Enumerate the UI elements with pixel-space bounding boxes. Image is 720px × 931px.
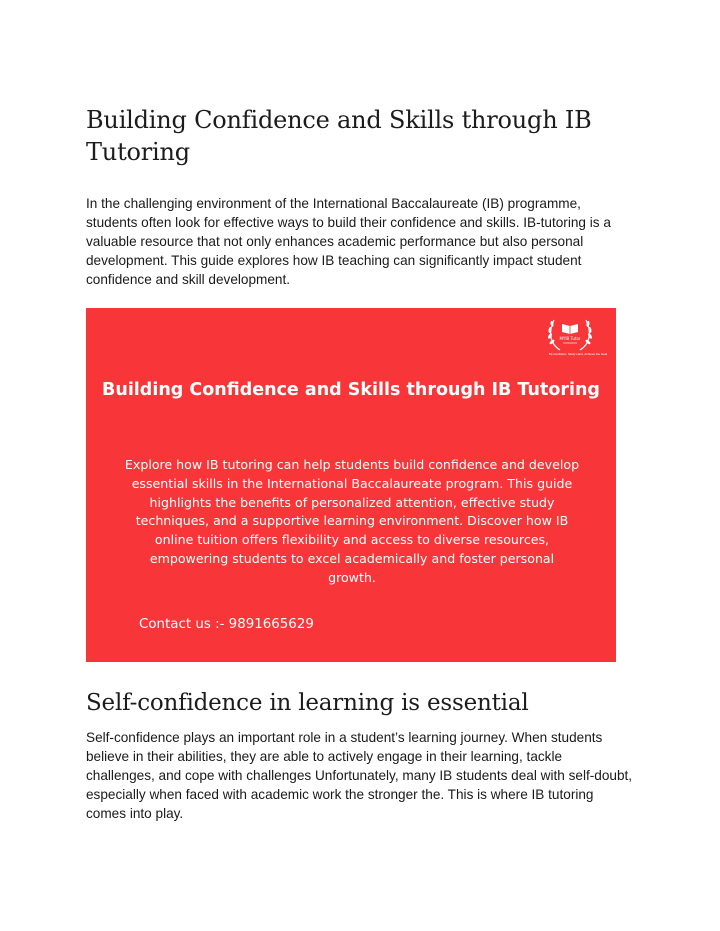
banner-description: Explore how IB tutoring can help students build confidence and develop essential skills in the International Baccalaureate program. This guide highlights the benefits of personalized attention, effective study techniques, and a supportive learning environment. Discover how IB online tuition offers flexibility and access to diverse resources, empowering students to excel academically and foster personal growth. <box>124 457 580 585</box>
document-title: Building Confidence and Skills through IB Tutoring <box>86 106 592 166</box>
section-heading: Self-confidence in learning is essential <box>86 690 529 716</box>
logo-tagline: Be Confident, Study Hard, Achieve the Goal <box>548 352 608 356</box>
banner-title: Building Confidence and Skills through IB Tutoring <box>102 380 600 400</box>
banner-image <box>86 308 616 662</box>
section-paragraph: Self-confidence plays an important role in a student’s learning journey. When students believe in their abilities, they are able to actively engage in their learning, tackle challenges, and cope with challenges Unfortunately, many IB students deal with self-doubt, especially when faced with academic work the stronger the. This is where IB tutoring comes into play. <box>86 730 633 821</box>
banner-contact: Contact us :- 9891665629 <box>139 617 314 632</box>
intro-paragraph: In the challenging environment of the International Baccalaureate (IB) programme, students often look for effective ways to build their confidence and skills. IB-tutoring is a valuable resource that not only enhances academic performance but also personal development. This guide explores how IB teaching can significantly impact student confidence and skill development. <box>86 196 611 287</box>
logo-text: MYIB Tutor <box>559 336 581 341</box>
laurel-wreath-logo-icon <box>540 312 600 366</box>
